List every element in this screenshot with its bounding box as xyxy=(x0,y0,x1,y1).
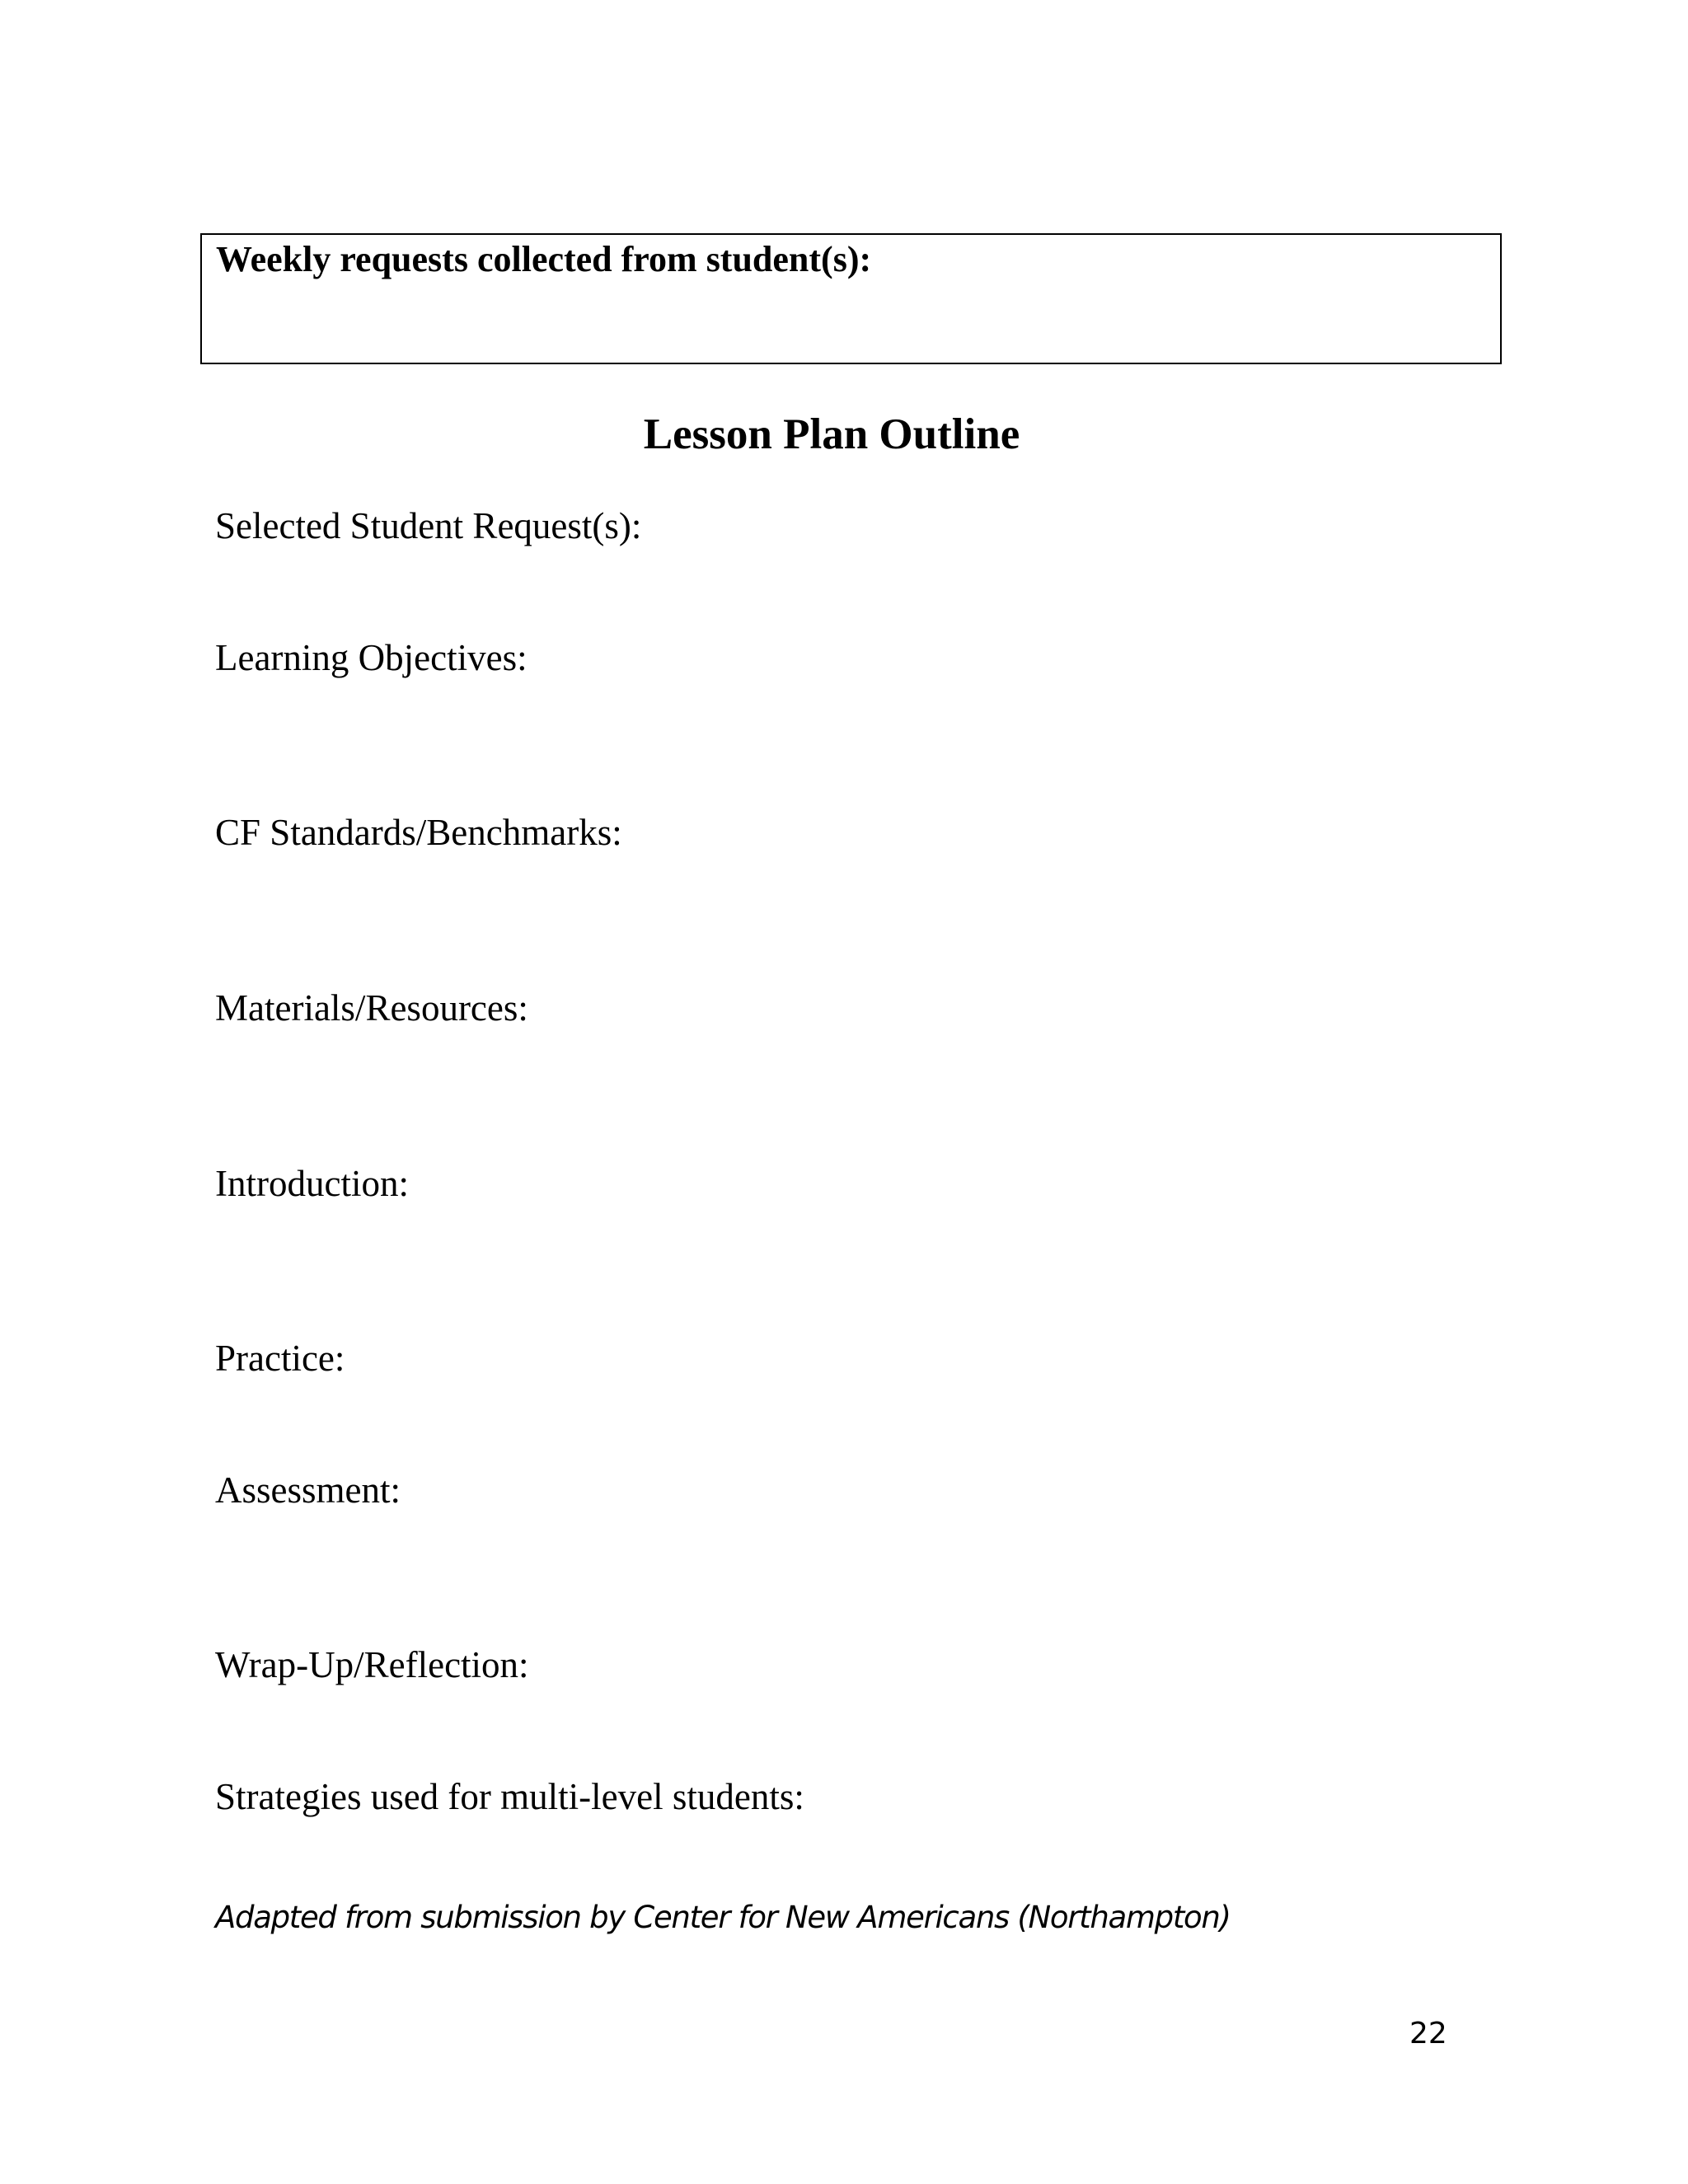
page-title: Lesson Plan Outline xyxy=(643,410,1020,458)
field-label-selected-student-requests: Selected Student Request(s): xyxy=(215,505,642,546)
page-number: 22 xyxy=(1409,2017,1447,2050)
field-label-practice: Practice: xyxy=(215,1338,345,1379)
field-label-cf-standards-benchmarks: CF Standards/Benchmarks: xyxy=(215,812,622,853)
weekly-requests-heading: Weekly requests collected from student(s): xyxy=(216,239,872,279)
source-credit: Adapted from submission by Center for New Americans (Northampton) xyxy=(215,1900,1231,1935)
field-label-materials-resources: Materials/Resources: xyxy=(215,987,528,1029)
field-label-introduction: Introduction: xyxy=(215,1163,409,1204)
weekly-requests-box xyxy=(200,233,1502,364)
field-label-multi-level-strategies: Strategies used for multi-level students: xyxy=(215,1776,804,1817)
field-label-assessment: Assessment: xyxy=(215,1469,401,1511)
field-label-wrap-up-reflection: Wrap-Up/Reflection: xyxy=(215,1644,529,1685)
field-label-learning-objectives: Learning Objectives: xyxy=(215,637,528,678)
